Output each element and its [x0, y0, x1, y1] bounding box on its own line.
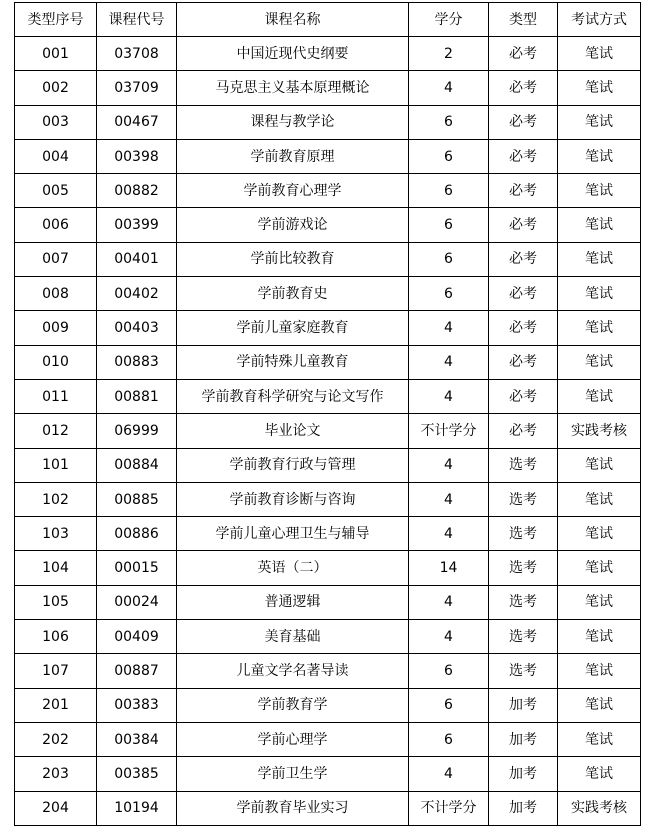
cell-course-code: 00398: [97, 139, 177, 173]
cell-type: 必考: [489, 174, 558, 208]
table-row: [15, 345, 641, 379]
cell-course-name: 儿童文学名著导读: [177, 654, 409, 688]
cell-type-no: 103: [15, 517, 97, 551]
cell-course-code: 00886: [97, 517, 177, 551]
cell-course-name: 英语（二）: [177, 551, 409, 585]
cell-credits: 6: [409, 105, 489, 139]
cell-type: 必考: [489, 277, 558, 311]
cell-type: 加考: [489, 722, 558, 756]
cell-credits: 4: [409, 71, 489, 105]
cell-course-name: 马克思主义基本原理概论: [177, 71, 409, 105]
cell-course-name: 毕业论文: [177, 414, 409, 448]
cell-credits: 6: [409, 654, 489, 688]
cell-exam-method: 实践考核: [558, 791, 641, 825]
cell-course-name: 学前儿童家庭教育: [177, 311, 409, 345]
cell-course-name: 课程与教学论: [177, 105, 409, 139]
cell-course-code: 00399: [97, 208, 177, 242]
cell-exam-method: 笔试: [558, 551, 641, 585]
cell-type-no: 009: [15, 311, 97, 345]
cell-credits: 4: [409, 757, 489, 791]
table-row: [15, 71, 641, 105]
cell-type: 必考: [489, 414, 558, 448]
cell-course-name: 中国近现代史纲要: [177, 37, 409, 71]
cell-credits: 6: [409, 688, 489, 722]
cell-type-no: 012: [15, 414, 97, 448]
cell-type: 必考: [489, 379, 558, 413]
cell-type: 必考: [489, 242, 558, 276]
cell-type-no: 204: [15, 791, 97, 825]
table-row: [15, 414, 641, 448]
cell-course-name: 学前卫生学: [177, 757, 409, 791]
cell-credits: 不计学分: [409, 414, 489, 448]
cell-course-code: 06999: [97, 414, 177, 448]
table-row: [15, 482, 641, 516]
cell-type: 必考: [489, 208, 558, 242]
cell-type-no: 007: [15, 242, 97, 276]
cell-type: 选考: [489, 620, 558, 654]
cell-type: 选考: [489, 585, 558, 619]
table-row: [15, 620, 641, 654]
cell-credits: 6: [409, 242, 489, 276]
cell-course-code: 00884: [97, 448, 177, 482]
table-row: [15, 722, 641, 756]
cell-exam-method: 笔试: [558, 139, 641, 173]
cell-course-name: 学前儿童心理卫生与辅导: [177, 517, 409, 551]
cell-course-name: 美育基础: [177, 620, 409, 654]
table-row: [15, 757, 641, 791]
cell-exam-method: 笔试: [558, 174, 641, 208]
cell-type: 选考: [489, 448, 558, 482]
cell-course-code: 00885: [97, 482, 177, 516]
cell-type: 必考: [489, 71, 558, 105]
cell-exam-method: 笔试: [558, 482, 641, 516]
cell-type-no: 003: [15, 105, 97, 139]
cell-credits: 4: [409, 620, 489, 654]
cell-type-no: 101: [15, 448, 97, 482]
cell-credits: 6: [409, 277, 489, 311]
cell-course-name: 学前心理学: [177, 722, 409, 756]
cell-type: 选考: [489, 551, 558, 585]
cell-course-name: 学前比较教育: [177, 242, 409, 276]
table-row: [15, 174, 641, 208]
cell-course-name: 学前教育科学研究与论文写作: [177, 379, 409, 413]
cell-credits: 4: [409, 345, 489, 379]
cell-type-no: 201: [15, 688, 97, 722]
cell-course-name: 学前教育诊断与咨询: [177, 482, 409, 516]
cell-credits: 6: [409, 139, 489, 173]
cell-course-code: 03709: [97, 71, 177, 105]
cell-exam-method: 笔试: [558, 688, 641, 722]
cell-type-no: 006: [15, 208, 97, 242]
cell-credits: 4: [409, 517, 489, 551]
course-table: [14, 2, 641, 826]
cell-credits: 4: [409, 585, 489, 619]
cell-course-code: 10194: [97, 791, 177, 825]
cell-type: 选考: [489, 654, 558, 688]
cell-type: 选考: [489, 517, 558, 551]
cell-course-code: 00409: [97, 620, 177, 654]
cell-course-name: 学前教育原理: [177, 139, 409, 173]
cell-credits: 14: [409, 551, 489, 585]
table-row: [15, 585, 641, 619]
cell-credits: 6: [409, 208, 489, 242]
header-row: [15, 3, 641, 37]
cell-type: 加考: [489, 688, 558, 722]
cell-type-no: 005: [15, 174, 97, 208]
cell-course-code: 03708: [97, 37, 177, 71]
cell-credits: 4: [409, 311, 489, 345]
table-row: [15, 105, 641, 139]
cell-type-no: 203: [15, 757, 97, 791]
cell-credits: 6: [409, 722, 489, 756]
cell-course-code: 00385: [97, 757, 177, 791]
table-row: [15, 311, 641, 345]
table-row: [15, 791, 641, 825]
cell-type-no: 102: [15, 482, 97, 516]
cell-exam-method: 笔试: [558, 105, 641, 139]
cell-credits: 4: [409, 482, 489, 516]
table-row: [15, 654, 641, 688]
cell-exam-method: 笔试: [558, 620, 641, 654]
header-course-code: 课程代号: [97, 3, 177, 37]
cell-course-name: 学前教育行政与管理: [177, 448, 409, 482]
cell-type-no: 008: [15, 277, 97, 311]
cell-type-no: 002: [15, 71, 97, 105]
cell-course-code: 00887: [97, 654, 177, 688]
table-row: [15, 517, 641, 551]
cell-course-code: 00467: [97, 105, 177, 139]
table-row: [15, 242, 641, 276]
cell-type-no: 107: [15, 654, 97, 688]
table-row: [15, 37, 641, 71]
cell-exam-method: 笔试: [558, 345, 641, 379]
cell-exam-method: 笔试: [558, 242, 641, 276]
cell-course-name: 学前游戏论: [177, 208, 409, 242]
cell-exam-method: 笔试: [558, 722, 641, 756]
cell-course-code: 00024: [97, 585, 177, 619]
table-row: [15, 379, 641, 413]
table-row: [15, 448, 641, 482]
header-type-no: 类型序号: [15, 3, 97, 37]
cell-type-no: 105: [15, 585, 97, 619]
cell-exam-method: 笔试: [558, 311, 641, 345]
cell-type-no: 104: [15, 551, 97, 585]
cell-exam-method: 笔试: [558, 37, 641, 71]
cell-type-no: 001: [15, 37, 97, 71]
cell-type: 必考: [489, 311, 558, 345]
cell-type-no: 010: [15, 345, 97, 379]
cell-course-name: 学前教育史: [177, 277, 409, 311]
cell-course-name: 普通逻辑: [177, 585, 409, 619]
table-body: [15, 37, 641, 826]
cell-exam-method: 笔试: [558, 208, 641, 242]
cell-course-code: 00883: [97, 345, 177, 379]
cell-course-name: 学前教育心理学: [177, 174, 409, 208]
cell-credits: 6: [409, 174, 489, 208]
cell-type-no: 106: [15, 620, 97, 654]
table-row: [15, 277, 641, 311]
cell-exam-method: 笔试: [558, 654, 641, 688]
cell-type: 加考: [489, 757, 558, 791]
cell-course-code: 00383: [97, 688, 177, 722]
cell-type: 必考: [489, 345, 558, 379]
cell-credits: 4: [409, 379, 489, 413]
cell-type-no: 011: [15, 379, 97, 413]
cell-type-no: 202: [15, 722, 97, 756]
cell-exam-method: 笔试: [558, 757, 641, 791]
cell-credits: 不计学分: [409, 791, 489, 825]
cell-credits: 2: [409, 37, 489, 71]
cell-type: 必考: [489, 105, 558, 139]
header-type: 类型: [489, 3, 558, 37]
cell-exam-method: 笔试: [558, 379, 641, 413]
cell-type: 选考: [489, 482, 558, 516]
table-row: [15, 551, 641, 585]
cell-course-name: 学前教育学: [177, 688, 409, 722]
header-course-name: 课程名称: [177, 3, 409, 37]
cell-course-code: 00403: [97, 311, 177, 345]
cell-type: 加考: [489, 791, 558, 825]
cell-type: 必考: [489, 139, 558, 173]
cell-exam-method: 实践考核: [558, 414, 641, 448]
cell-course-name: 学前教育毕业实习: [177, 791, 409, 825]
cell-exam-method: 笔试: [558, 71, 641, 105]
cell-exam-method: 笔试: [558, 585, 641, 619]
cell-type-no: 004: [15, 139, 97, 173]
cell-credits: 4: [409, 448, 489, 482]
cell-course-code: 00402: [97, 277, 177, 311]
cell-course-code: 00881: [97, 379, 177, 413]
table-row: [15, 139, 641, 173]
cell-course-code: 00384: [97, 722, 177, 756]
cell-course-code: 00015: [97, 551, 177, 585]
header-exam-method: 考试方式: [558, 3, 641, 37]
header-credits: 学分: [409, 3, 489, 37]
cell-course-code: 00401: [97, 242, 177, 276]
cell-type: 必考: [489, 37, 558, 71]
cell-exam-method: 笔试: [558, 448, 641, 482]
cell-course-name: 学前特殊儿童教育: [177, 345, 409, 379]
table-row: [15, 208, 641, 242]
table-row: [15, 688, 641, 722]
cell-exam-method: 笔试: [558, 517, 641, 551]
cell-exam-method: 笔试: [558, 277, 641, 311]
table-header: [15, 3, 641, 37]
cell-course-code: 00882: [97, 174, 177, 208]
